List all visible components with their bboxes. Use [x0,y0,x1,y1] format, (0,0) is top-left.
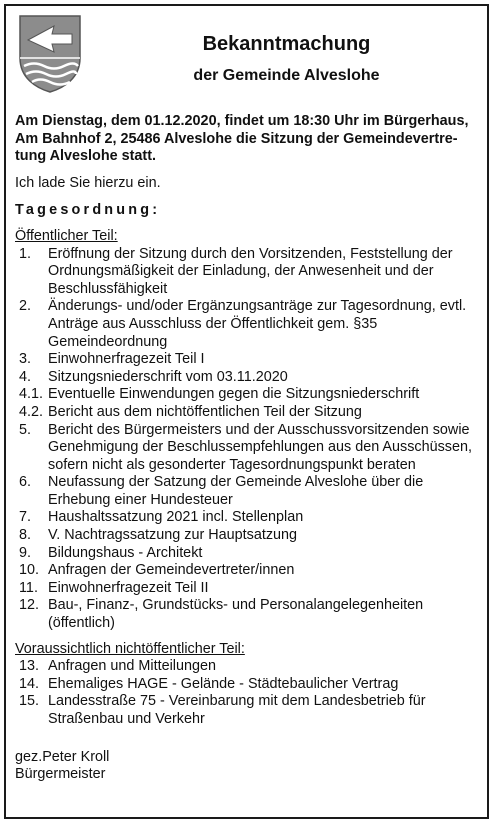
coat-of-arms-icon [18,14,82,94]
agenda-item-text: Bericht aus dem nichtöffentlichen Teil der Sitzung [48,403,362,420]
private-section-heading: Voraussichtlich nichtöffentlicher Teil: [15,640,245,657]
agenda-heading: Tagesordnung: [15,202,161,219]
agenda-item-text: Bildungshaus - Architekt [48,544,203,561]
agenda-item [15,246,481,299]
agenda-item-text: Änderungs- und/oder Ergänzungsanträge zur Tagesordnung, evtl. Anträge aus Ausschluss der Öffentlichkeit gem. §35 Gemeindeordnung [48,298,467,350]
agenda-item-number: 4.1. [19,386,44,403]
agenda-item-text: Eröffnung der Sitzung durch den Vorsitzenden, Feststellung der Ordnungsmäßigkeit der Einladung, der Anwesenheit und der Beschlussfähigkeit [48,245,453,297]
agenda-item-text: Einwohnerfragezeit Teil II [48,579,209,596]
notice-body [15,113,481,784]
agenda-item [15,298,481,351]
agenda-item [15,527,481,545]
agenda-item [15,509,481,527]
public-section-heading: Öffentlicher Teil: [15,227,118,244]
notice-title: Bekanntmachung [202,33,371,55]
agenda-item-number: 1. [19,245,32,262]
agenda-item-number: 11. [19,579,38,596]
agenda-item-text: Einwohnerfragezeit Teil I [48,351,205,368]
agenda-item [15,474,481,509]
agenda-item-number: 4.2. [19,403,44,420]
agenda-item-number: 9. [19,544,32,561]
agenda-item-text: Ehemaliges HAGE - Gelände - Städtebaulicher Vertrag [48,675,399,692]
agenda-item [15,676,481,694]
agenda-item [15,369,481,387]
agenda-item [15,545,481,563]
agenda-item-text: Bau-, Finanz-, Grundstücks- und Personalangelegenheiten (öffentlich) [48,597,424,632]
agenda-item-text: Anfragen und Mitteilungen [48,658,217,675]
public-agenda-list [15,246,481,633]
agenda-item [15,422,481,475]
agenda-item-number: 7. [19,509,32,526]
agenda-item-number: 10. [19,562,40,579]
agenda-item-text: Sitzungsniederschrift vom 03.11.2020 [48,368,288,385]
agenda-item-number: 14. [19,675,40,692]
agenda-item-text: Bericht des Bürgermeisters und der Ausschussvorsitzenden sowie Genehmigung der Beschlussempfehlungen aus den Ausschüssen, sofern nicht als gesonderter Tagesordnungspunkt beraten [48,421,473,473]
agenda-item-text: Anfragen der Gemeindevertreter/innen [48,562,295,579]
agenda-item [15,597,481,632]
meeting-announcement: Am Dienstag, dem 01.12.2020, findet um 18:30 Uhr im Bürgerhaus, Am Bahnhof 2, 25486 Alveslohe die Sitzung der Gemeindevertre-tung Alveslohe statt. [15,113,469,165]
agenda-item-text: Neufassung der Satzung der Gemeinde Alveslohe über die Erhebung einer Hundesteuer [48,474,424,508]
agenda-item-number: 12. [19,597,40,614]
agenda-item [15,351,481,369]
agenda-item-number: 13. [19,658,40,675]
agenda-item-number: 4. [19,368,32,385]
notice-frame [4,4,489,819]
invitation-text: Ich lade Sie hierzu ein. [15,174,161,191]
agenda-item-number: 6. [19,474,32,491]
agenda-item-number: 8. [19,527,32,544]
agenda-item [15,658,481,676]
notice-header [6,6,487,106]
agenda-item-text: Haushaltssatzung 2021 incl. Stellenplan [48,509,304,526]
agenda-item-text: Landesstraße 75 - Vereinbarung mit dem Landesbetrieb für Straßenbau und Verkehr [48,693,426,727]
agenda-item [15,404,481,422]
agenda-item [15,693,481,728]
agenda-item-text: Eventuelle Einwendungen gegen die Sitzungsniederschrift [48,386,420,403]
agenda-item-number: 2. [19,298,32,315]
agenda-item-number: 15. [19,693,40,710]
agenda-item-number: 5. [19,421,32,438]
agenda-item [15,562,481,580]
agenda-item-number: 3. [19,351,32,368]
private-agenda-list [15,658,481,728]
agenda-item [15,386,481,404]
agenda-item-text: V. Nachtragssatzung zur Hauptsatzung [48,527,298,544]
signature-role: Bürgermeister [15,766,106,783]
signature-name: gez.Peter Kroll [15,748,110,765]
agenda-item [15,580,481,598]
signature-block [15,749,481,784]
notice-subtitle: der Gemeinde Alveslohe [193,67,380,84]
